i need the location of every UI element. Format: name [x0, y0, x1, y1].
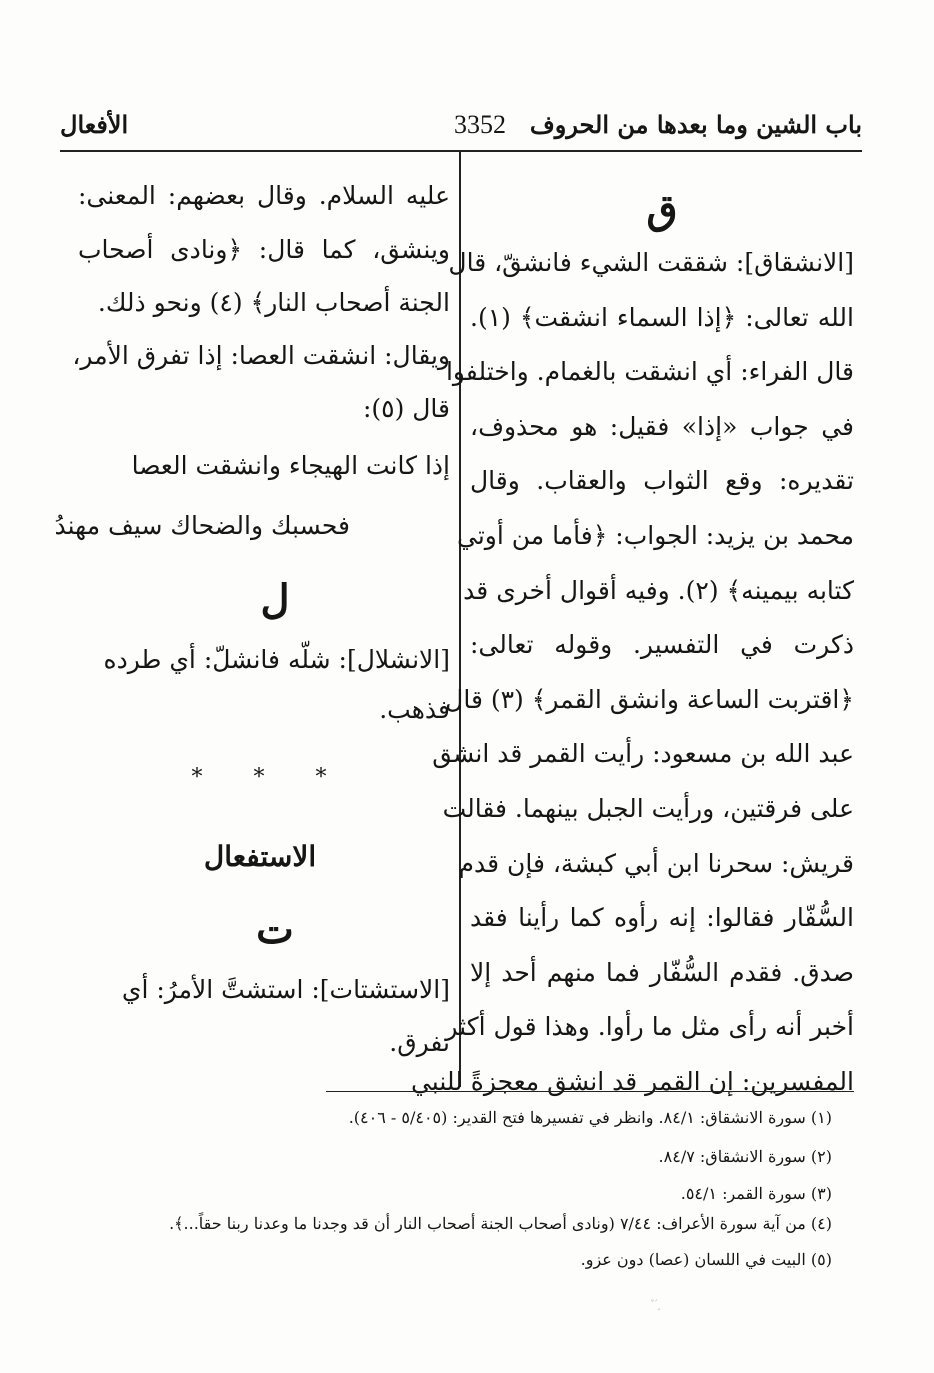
chapter-title: باب الشين وما بعدها من الحروف — [529, 110, 862, 139]
section-title-header: الأفعال — [60, 110, 129, 139]
text-line: وينشق، كما قال: ﴿ونادى أصحاب — [78, 234, 450, 264]
footnote-4: (٤) من آية سورة الأعراف: ٧/٤٤ (ونادى أصحاب الجنة أصحاب النار أن قد وجدنا ما وعدنا ربنا حقاً...﴾. — [169, 1214, 832, 1233]
text-line: ﴿اقتربت الساعة وانشق القمر﴾ (٣) قال — [445, 684, 854, 714]
letter-lam: ل — [260, 576, 290, 623]
text-line: على فرقتين، ورأيت الجبل بينهما. فقالت — [442, 794, 854, 823]
text-line: الله تعالى: ﴿إذا السماء انشقت﴾ (١). — [470, 302, 854, 332]
text-line: تفرق. — [389, 1028, 450, 1057]
text-line: تقديره: وقع الثواب والعقاب. وقال — [470, 466, 854, 496]
text-line: كتابه بيمينه﴾ (٢). وفيه أقوال أخرى قد — [463, 575, 854, 605]
faint-mark: ˇ ́ ̧ — [650, 1300, 662, 1311]
footnote-2: (٢) سورة الانشقاق: ٨٤/٧. — [658, 1147, 832, 1166]
text-line: [الانشقاق]: شققت الشيء فانشقّ، قال — [448, 248, 854, 277]
text-line: المفسرين: إن القمر قد انشق معجزةً للنبي — [410, 1067, 854, 1096]
text-line: قريش: سحرنا ابن أبي كبشة، فإن قدم — [458, 848, 854, 878]
footnote-rule — [326, 1091, 854, 1092]
page-number: 3352 — [454, 110, 506, 139]
text-line: أخبر أنه رأى مثل ما رأوا. وهذا قول أكثر — [445, 1012, 854, 1042]
text-line: الجنة أصحاب النار﴾ (٤) ونحو ذلك. — [97, 288, 450, 317]
text-line: قال (٥): — [362, 394, 450, 423]
text-line: صدق. فقدم السُّفّار فما منهم أحد إلا — [470, 957, 854, 987]
text-line: في جواب «إذا» فقيل: هو محذوف، — [470, 411, 854, 441]
footnote-5: (٥) البيت في اللسان (عصا) دون عزو. — [580, 1250, 832, 1269]
letter-ta: ت — [256, 906, 294, 953]
header-rule — [60, 150, 862, 152]
text-line: السُّفّار فقالوا: إنه رأوه كما رأينا فقد — [470, 903, 854, 933]
text-line: فذهب. — [379, 695, 450, 724]
text-line: عبد الله بن مسعود: رأيت القمر قد انشق — [432, 739, 854, 769]
section-stars: * * * — [191, 765, 349, 790]
verse-line-1: إذا كانت الهيجاء وانشقت العصا — [131, 451, 450, 480]
text-line: قال الفراء: أي انشقت بالغمام. واختلفوا — [445, 357, 854, 387]
section-heading-istifaal: الاستفعال — [203, 840, 317, 873]
text-line: [الانشلال]: شلّه فانشلّ: أي طرده — [103, 645, 450, 674]
letter-qaf: ق — [646, 186, 678, 233]
text-line: ذكرت في التفسير. وقوله تعالى: — [470, 630, 854, 660]
column-divider — [459, 152, 461, 1087]
footnote-3: (٣) سورة القمر: ٥٤/١. — [680, 1184, 832, 1203]
text-line: ويقال: انشقت العصا: إذا تفرق الأمر، — [72, 341, 450, 370]
text-line: [الاستشتات]: استشتَّ الأمرُ: أي — [121, 975, 450, 1004]
footnote-1: (١) سورة الانشقاق: ٨٤/١. وانظر في تفسيرها فتح القدير: (٥/٤٠٥ - ٤٠٦). — [348, 1108, 832, 1127]
text-line: عليه السلام. وقال بعضهم: المعنى: — [78, 181, 450, 210]
text-line: محمد بن يزيد: الجواب: ﴿فأما من أوتي — [456, 521, 854, 550]
verse-line-2: فحسبك والضحاك سيف مهندُ — [54, 511, 350, 540]
